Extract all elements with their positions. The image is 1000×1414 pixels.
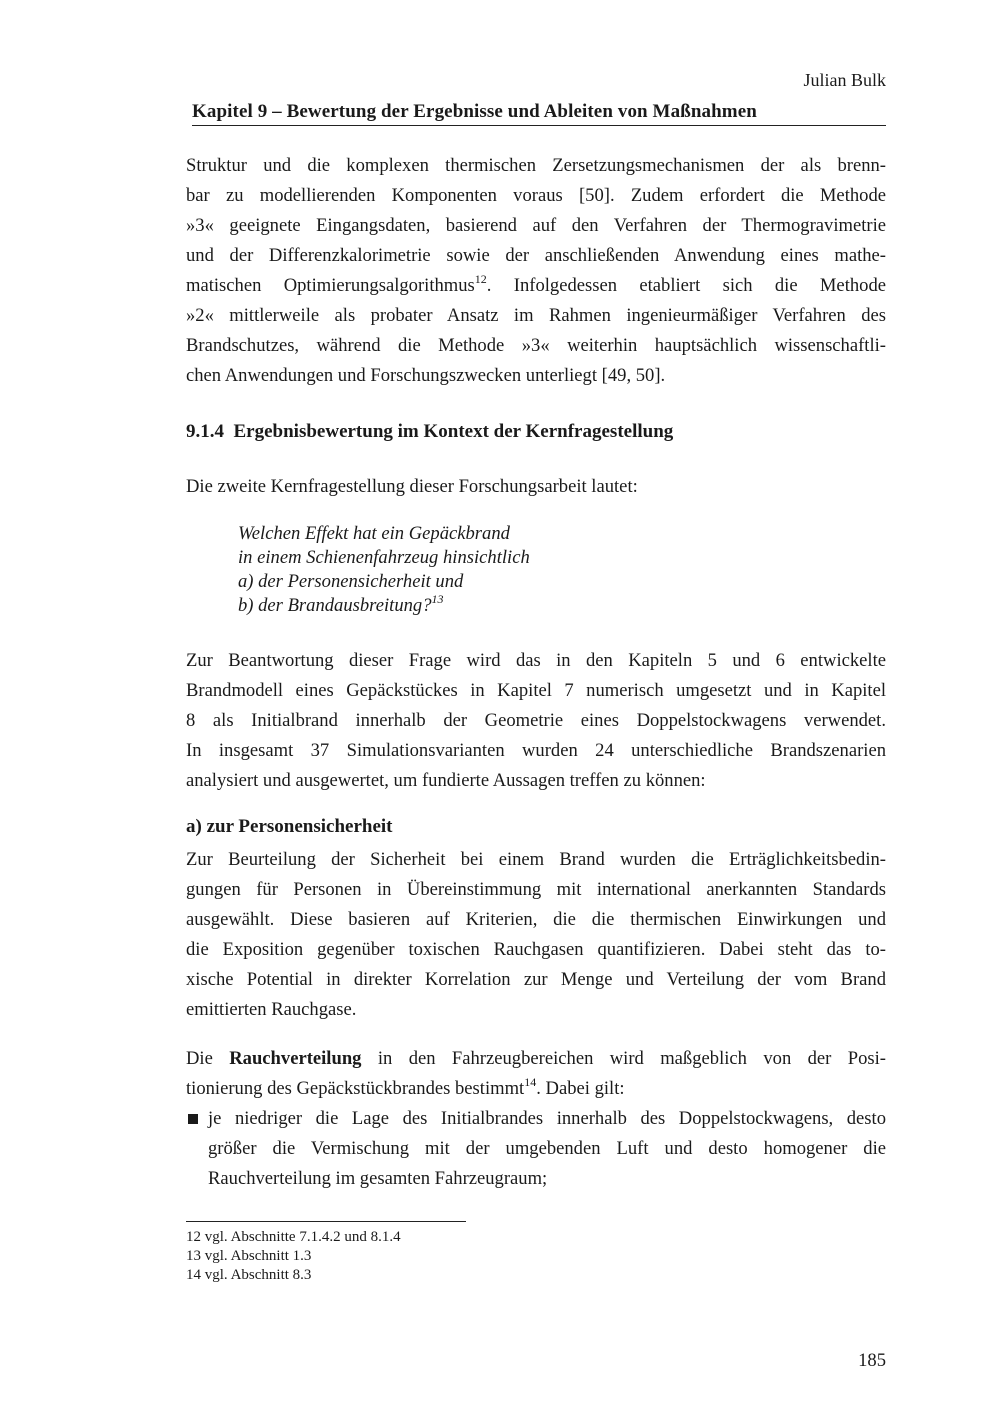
section-title: Ergebnisbewertung im Kontext der Kernfragestellung	[233, 421, 674, 442]
text-line	[186, 271, 886, 301]
paragraph-intro	[186, 472, 886, 502]
text-line: Struktur und die komplexen thermischen Zersetzungsmechanismen der als brenn-	[186, 155, 886, 176]
text-line: Brandmodell eines Gepäckstückes in Kapitel 7 numerisch umgesetzt und in Kapitel	[186, 680, 886, 701]
section-number: 9.1.4	[186, 421, 224, 442]
bold-term: Rauchverteilung	[229, 1048, 362, 1069]
quote-line: in einem Schienenfahrzeug hinsichtlich	[238, 547, 530, 568]
footnote-divider	[186, 1221, 466, 1222]
text-line: In insgesamt 37 Simulationsvarianten wurden 24 unterschiedliche Brandszenarien	[186, 740, 886, 761]
text-line: Zur Beantwortung dieser Frage wird das in den Kapiteln 5 und 6 entwickelte	[186, 650, 886, 671]
text-line: »3« geeignete Eingangsdaten, basierend auf den Verfahren der Thermogravimetrie	[186, 215, 886, 236]
paragraph-methods	[186, 151, 886, 391]
running-header-chapter: Kapitel 9 – Bewertung der Ergebnisse und Ableiten von Maßnahmen	[192, 101, 886, 126]
bullet-square-icon	[188, 1114, 198, 1124]
paragraph-answer	[186, 646, 886, 796]
text-line: Die zweite Kernfragestellung dieser Forschungsarbeit lautet:	[186, 476, 638, 497]
text-fragment: matischen Optimierungsalgorithmus	[186, 275, 475, 296]
text-line: emittierten Rauchgase.	[186, 999, 357, 1020]
footnotes	[186, 1228, 401, 1285]
text-line: Zur Beurteilung der Sicherheit bei einem Brand wurden die Erträglichkeitsbedin-	[186, 849, 886, 870]
page-number: 185	[858, 1350, 886, 1371]
text-fragment: b) der Brandausbreitung?	[238, 595, 432, 616]
text-line: xische Potential in direkter Korrelation zur Menge und Verteilung der vom Brand	[186, 969, 886, 990]
text-line: gungen für Personen in Übereinstimmung mit international anerkannten Standards	[186, 879, 886, 900]
paragraph-smoke	[186, 1044, 886, 1104]
quote-line: Welchen Effekt hat ein Gepäckbrand	[238, 523, 510, 544]
text-line: Brandschutzes, während die Methode »3« weiterhin hauptsächlich wissenschaftli-	[186, 335, 886, 356]
text-line: je niedriger die Lage des Initialbrandes innerhalb des Doppelstockwagens, desto	[208, 1108, 886, 1129]
text-fragment: tionierung des Gepäckstückbrandes bestimmt	[186, 1078, 525, 1099]
quote-line	[238, 591, 530, 618]
text-fragment: . Dabei gilt:	[536, 1078, 625, 1099]
text-line: die Exposition gegenüber toxischen Rauchgasen quantifizieren. Dabei steht das to-	[186, 939, 886, 960]
running-header-author: Julian Bulk	[803, 70, 886, 90]
text-line: Rauchverteilung im gesamten Fahrzeugraum;	[208, 1168, 548, 1189]
paragraph-safety	[186, 845, 886, 1025]
text-line: ausgewählt. Diese basieren auf Kriterien, die die thermischen Einwirkungen und	[186, 909, 886, 930]
section-heading	[186, 421, 673, 443]
text-fragment: in den Fahrzeugbereichen wird maßgeblich von der Posi-	[361, 1048, 886, 1069]
text-line: analysiert und ausgewertet, um fundierte Aussagen treffen zu können:	[186, 770, 706, 791]
bullet-text	[208, 1104, 886, 1194]
text-line: 8 als Initialbrand innerhalb der Geometrie eines Doppelstockwagens verwendet.	[186, 710, 886, 731]
quote-line: a) der Personensicherheit und	[238, 571, 464, 592]
document-page	[186, 0, 886, 1414]
text-line: und der Differenzkalorimetrie sowie der anschließenden Anwendung eines mathe-	[186, 245, 886, 266]
research-question-quote	[238, 522, 530, 618]
subheading: a) zur Personensicherheit	[186, 816, 393, 837]
text-line	[186, 1074, 886, 1104]
text-line	[186, 1044, 886, 1074]
footnote-ref[interactable]: 13	[431, 591, 444, 606]
footnote-ref[interactable]: 14	[524, 1074, 537, 1089]
footnote: 13 vgl. Abschnitt 1.3	[186, 1248, 312, 1264]
footnote-ref[interactable]: 12	[474, 271, 487, 286]
text-line: bar zu modellierenden Komponenten voraus [50]. Zudem erfordert die Methode	[186, 185, 886, 206]
text-line: »2« mittlerweile als probater Ansatz im Rahmen ingenieurmäßiger Verfahren des	[186, 305, 886, 326]
text-fragment: Die	[186, 1048, 230, 1069]
text-line: größer die Vermischung mit der umgebenden Luft und desto homogener die	[208, 1138, 886, 1159]
text-line: chen Anwendungen und Forschungszwecken unterliegt [49, 50].	[186, 365, 666, 386]
text-fragment: . Infolgedessen etabliert sich die Methode	[486, 275, 886, 296]
footnote: 12 vgl. Abschnitte 7.1.4.2 und 8.1.4	[186, 1229, 401, 1245]
footnote: 14 vgl. Abschnitt 8.3	[186, 1267, 312, 1283]
